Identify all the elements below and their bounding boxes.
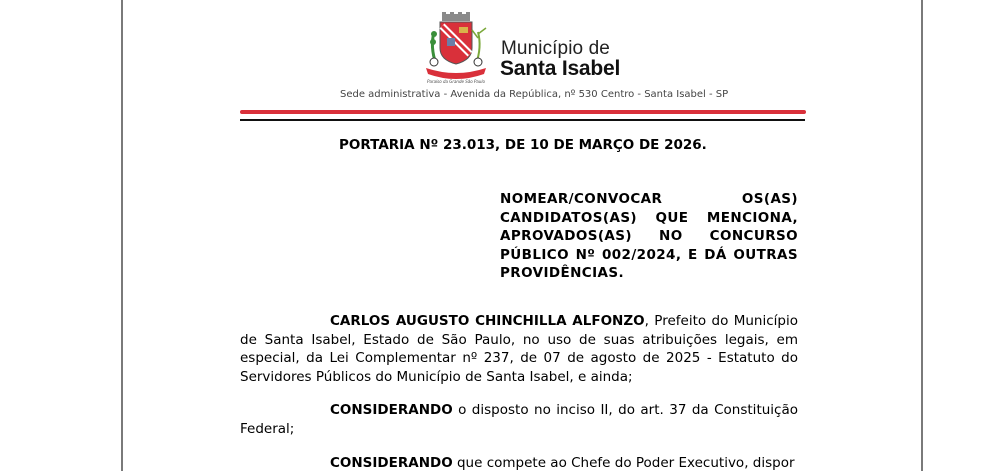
- mayor-name: CARLOS AUGUSTO CHINCHILLA ALFONZO: [330, 313, 645, 329]
- coat-of-arms-icon: [420, 12, 492, 84]
- considerando-label: CONSIDERANDO: [330, 402, 453, 418]
- page-border-right: [921, 0, 923, 471]
- header-address: Sede administrativa - Avenida da República, nº 530 Centro - Santa Isabel - SP: [340, 89, 729, 100]
- municipality-name-line1: Município de: [501, 38, 610, 59]
- document-ementa: NOMEAR/CONVOCAR OS(AS) CANDIDATOS(AS) QUE MENCIONA, APROVADOS(AS) NO CONCURSO PÚBLICO Nº 002/2024, E DÁ OUTRAS PROVIDÊNCIAS.: [500, 191, 798, 281]
- document-title: PORTARIA Nº 23.013, DE 10 DE MARÇO DE 2026.: [339, 137, 707, 153]
- paragraph-text: , Prefeito do Município de Santa Isabel, Estado de São Paulo, no uso de suas atribuições legais, em especial, da Lei Complementar nº 237, de 07 de agosto de 2025 - Estatuto do Servidores Públicos do Município de Santa Isabel, e ainda;: [240, 313, 798, 385]
- paragraph-text: que compete ao Chefe do Poder Executivo, dispor: [452, 455, 795, 471]
- header-rule-red: [240, 110, 806, 114]
- paragraph-considerando-1: [240, 401, 798, 438]
- paragraph-considerando-2: [240, 454, 798, 473]
- paragraph-preamble: [240, 312, 798, 386]
- municipality-name-line2: Santa Isabel: [500, 57, 621, 80]
- crest-motto: Paraíso da Grande São Paulo: [427, 79, 485, 84]
- considerando-label: CONSIDERANDO: [330, 455, 453, 471]
- page-border-left: [121, 0, 123, 471]
- header-rule-black: [240, 119, 805, 121]
- municipality-logo: [420, 12, 630, 84]
- paragraph-text: o disposto no inciso II, do art. 37 da Constituição Federal;: [240, 402, 798, 437]
